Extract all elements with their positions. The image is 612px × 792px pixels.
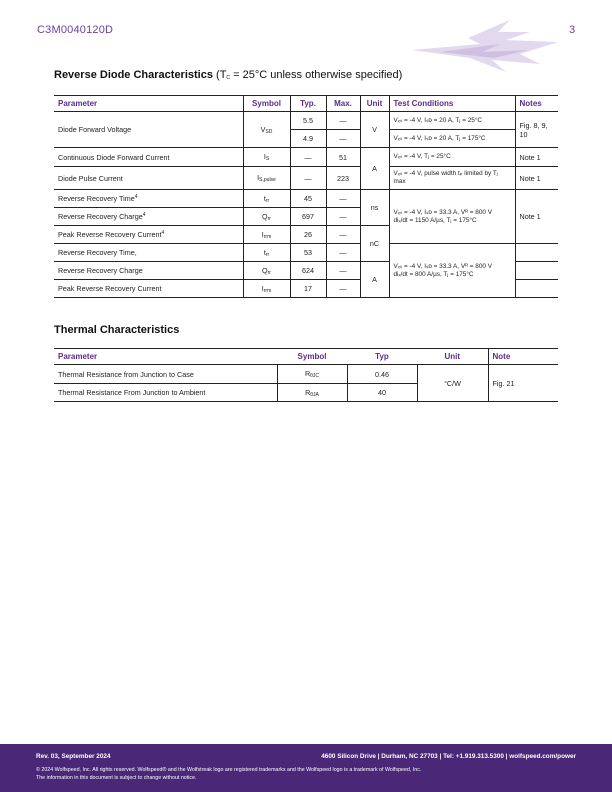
symbol-cell: $I_S$ <box>243 148 290 167</box>
condition-cell: Vₓₛ = -4 V, Iₛᴅ = 33.3 A, Vᴿ = 800 V diₓ/dt = 800 A/µs, Tⱼ = 175°C <box>389 244 515 298</box>
condition-cell: Vₓₛ = -4 V, Iₛᴅ = 20 A, Tⱼ = 25°C <box>389 112 515 130</box>
max-cell: 51 <box>326 148 360 167</box>
unit-cell: ns <box>360 190 389 226</box>
max-cell: — <box>326 280 360 298</box>
table-row <box>54 244 558 262</box>
footer-disclaimer: The information in this document is subject to change without notice. <box>36 775 197 781</box>
unit-cell: A <box>360 148 389 190</box>
col-header-notes: Notes <box>515 96 558 112</box>
typ-cell: 40 <box>347 384 417 402</box>
footer-address: 4600 Silicon Drive | Durham, NC 27703 | Tel: +1.919.313.5300 | wolfspeed.com/power <box>321 753 576 760</box>
notes-cell <box>515 244 558 262</box>
typ-cell: 45 <box>290 190 326 208</box>
condition-cell: Vₓₛ = -4 V, Iₛᴅ = 20 A, Tⱼ = 175°C <box>389 130 515 148</box>
param-cell: Peak Reverse Recovery Current <box>54 280 243 298</box>
col-header-unit: Unit <box>360 96 389 112</box>
col-header-conditions: Test Conditions <box>389 96 515 112</box>
symbol-cell: $R_{\theta JC}$ <box>277 365 347 384</box>
symbol-cell: $R_{\theta JA}$ <box>277 384 347 402</box>
param-cell: Thermal Resistance From Junction to Ambient <box>54 384 277 402</box>
param-cell: Diode Forward Voltage <box>54 112 243 148</box>
table-row <box>54 167 558 190</box>
col-header-unit: Unit <box>417 349 488 365</box>
col-header-symbol: Symbol <box>277 349 347 365</box>
symbol-cell: $I_{rrm}$ <box>243 280 290 298</box>
param-cell: Reverse Recovery Time$^4$ <box>54 190 243 208</box>
page-number: 3 <box>569 24 576 36</box>
symbol-cell: $Q_{rr}$ <box>243 208 290 226</box>
typ-cell: 17 <box>290 280 326 298</box>
max-cell: — <box>326 130 360 148</box>
table-row <box>54 112 558 130</box>
unit-cell: V <box>360 112 389 148</box>
max-cell: — <box>326 190 360 208</box>
max-cell: 223 <box>326 167 360 190</box>
section-title-thermal: Thermal Characteristics <box>54 324 180 336</box>
col-header-typ: Typ. <box>290 96 326 112</box>
param-cell: Peak Reverse Recovery Current$^4$ <box>54 226 243 244</box>
condition-cell: Vₓₛ = -4 V, Iₛᴅ = 33.3 A, Vᴿ = 800 V diₓ/dt = 1150 A/µs, Tⱼ = 175°C <box>389 190 515 244</box>
note-cell: Fig. 21 <box>488 365 558 402</box>
symbol-cell: $Q_{rr}$ <box>243 262 290 280</box>
typ-cell: 4.9 <box>290 130 326 148</box>
section-title-diode <box>54 69 402 81</box>
symbol-cell: $I_{rrm}$ <box>243 226 290 244</box>
notes-cell: Note 1 <box>515 167 558 190</box>
max-cell: — <box>326 262 360 280</box>
typ-cell: 697 <box>290 208 326 226</box>
notes-cell <box>515 280 558 298</box>
param-cell: Thermal Resistance from Junction to Case <box>54 365 277 384</box>
col-header-symbol: Symbol <box>243 96 290 112</box>
param-cell: Reverse Recovery Time, <box>54 244 243 262</box>
notes-cell <box>515 262 558 280</box>
table-row <box>54 190 558 208</box>
param-cell: Reverse Recovery Charge$^4$ <box>54 208 243 226</box>
symbol-cell: $t_{rr}$ <box>243 190 290 208</box>
section-title-text: Reverse Diode Characteristics <box>54 69 213 81</box>
param-cell: Reverse Recovery Charge <box>54 262 243 280</box>
col-header-parameter: Parameter <box>54 349 277 365</box>
symbol-cell: $I_{S,pulse}$ <box>243 167 290 190</box>
typ-cell: — <box>290 167 326 190</box>
table-row <box>54 148 558 167</box>
col-header-max: Max. <box>326 96 360 112</box>
table-header-row <box>54 96 558 112</box>
max-cell: — <box>326 208 360 226</box>
max-cell: — <box>326 112 360 130</box>
notes-cell: Fig. 8, 9, 10 <box>515 112 558 148</box>
symbol-cell: $t_{rr}$ <box>243 244 290 262</box>
typ-cell: 53 <box>290 244 326 262</box>
typ-cell: 26 <box>290 226 326 244</box>
table-row <box>54 365 558 384</box>
condition-cell: Vₓₛ = -4 V, pulse width tₚ limited by Tⱼ max <box>389 167 515 190</box>
diode-characteristics-table <box>54 95 558 298</box>
typ-cell: — <box>290 148 326 167</box>
unit-cell: nC <box>360 226 389 262</box>
col-header-typ: Typ <box>347 349 417 365</box>
unit-cell: A <box>360 262 389 298</box>
wolfstreak-logo <box>410 14 560 74</box>
max-cell: — <box>326 244 360 262</box>
param-cell: Continuous Diode Forward Current <box>54 148 243 167</box>
notes-cell: Note 1 <box>515 190 558 244</box>
typ-cell: 0.46 <box>347 365 417 384</box>
col-header-note: Note <box>488 349 558 365</box>
col-header-parameter: Parameter <box>54 96 243 112</box>
unit-cell: °C/W <box>417 365 488 402</box>
section-condition: ($T_C = 25^\circ C$ unless otherwise specified) <box>212 69 403 81</box>
table-header-row <box>54 349 558 365</box>
footer-revision: Rev. 03, September 2024 <box>36 753 111 760</box>
symbol-cell: $V_{SD}$ <box>243 112 290 148</box>
param-cell: Diode Pulse Current <box>54 167 243 190</box>
max-cell: — <box>326 226 360 244</box>
page-footer <box>0 744 612 792</box>
typ-cell: 5.5 <box>290 112 326 130</box>
notes-cell: Note 1 <box>515 148 558 167</box>
part-number: C3M0040120D <box>37 24 114 36</box>
typ-cell: 624 <box>290 262 326 280</box>
thermal-characteristics-table <box>54 348 558 402</box>
condition-cell: Vₓₛ = -4 V, Tⱼ = 25°C <box>389 148 515 167</box>
footer-copyright: © 2024 Wolfspeed, Inc. All rights reserved. Wolfspeed® and the Wolfstreak logo are registered trademarks and the Wolfspeed logo is a trademark of Wolfspeed, Inc. <box>36 767 422 773</box>
footer-legal <box>36 766 576 782</box>
